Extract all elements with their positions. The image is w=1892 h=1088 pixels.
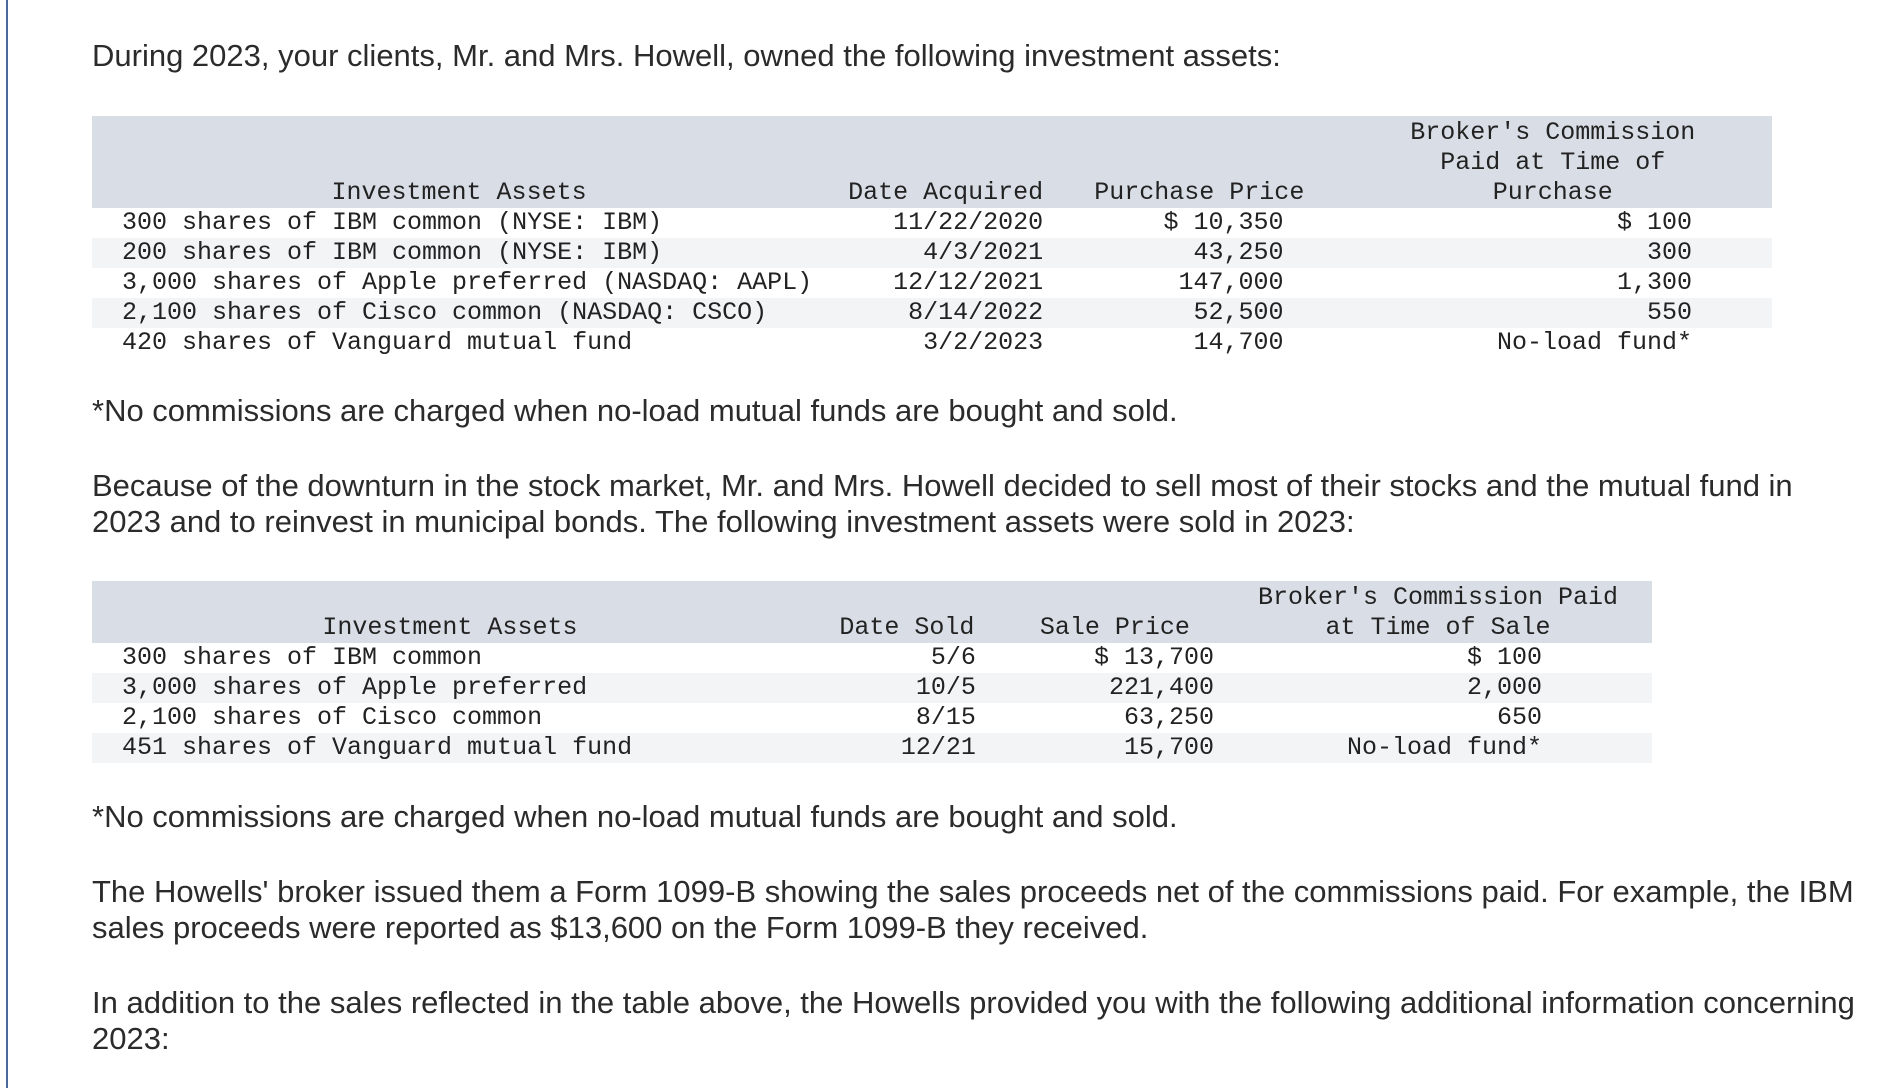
table-cell: 3,000 shares of Apple preferred — [92, 673, 808, 703]
sale-row — [92, 673, 1652, 703]
form-1099b-paragraph: The Howells' broker issued them a Form 1099-B showing the sales proceeds net of the commissions paid. For example, the IBM sales proceeds were reported as $13,600 on the Form 1099-B they received. — [92, 874, 1854, 945]
table-cell: 11/22/2020 — [893, 208, 1044, 237]
table-cell: 12/12/2021 — [893, 268, 1044, 297]
sale-row — [92, 733, 1652, 763]
table-cell: 300 — [1334, 238, 1773, 268]
sale-row — [92, 703, 1652, 733]
table-cell: 12/21 — [808, 733, 1006, 763]
purchases-table — [92, 116, 1772, 358]
table-cell: $ 100 — [1466, 643, 1542, 672]
table-cell: 52,500 — [1065, 298, 1333, 328]
table-cell: 8/15 — [915, 703, 976, 732]
purchase-row — [92, 298, 1772, 328]
table-cell: 200 shares of IBM common (NYSE: IBM) — [92, 238, 826, 268]
table-cell: 15,700 — [1006, 733, 1224, 763]
table-cell: 2,100 shares of Cisco common (NASDAQ: CSCO) — [92, 298, 826, 328]
header-investment-assets: Investment Assets — [92, 116, 826, 208]
header-purchase-commission: Broker's Commission Paid at Time of Purchase — [1334, 116, 1773, 208]
table-cell: No-load fund* — [1496, 328, 1692, 357]
table-cell: 10/5 — [808, 673, 1006, 703]
header-purchase-price: Purchase Price — [1065, 116, 1333, 208]
table-cell: 2,100 shares of Cisco common — [122, 703, 543, 732]
table-cell: 451 shares of Vanguard mutual fund — [92, 733, 808, 763]
table-cell: 650 — [1496, 703, 1542, 732]
table-cell: No-load fund* — [1224, 733, 1652, 763]
table-cell: 1,300 — [1616, 268, 1692, 297]
intro-paragraph: During 2023, your clients, Mr. and Mrs. Howell, owned the following investment assets: — [92, 38, 1281, 73]
purchase-row — [92, 208, 1772, 238]
note-1: *No commissions are charged when no-load mutual funds are bought and sold. — [92, 393, 1178, 428]
table-cell: 4/3/2021 — [826, 238, 1065, 268]
table-cell: 14,700 — [1193, 328, 1284, 357]
header-sale-price: Sale Price — [1006, 581, 1224, 643]
sale-row — [92, 643, 1652, 673]
header-investment-assets-sold: Investment Assets — [92, 581, 808, 643]
purchases-table-header — [92, 116, 1772, 208]
table-cell: 2,000 — [1224, 673, 1652, 703]
table-cell: 5/6 — [930, 643, 976, 672]
table-cell: $ 13,700 — [1093, 643, 1214, 672]
table-cell: 300 shares of IBM common — [122, 643, 483, 672]
table-cell: $ 100 — [1616, 208, 1692, 237]
sales-intro-paragraph: Because of the downturn in the stock market, Mr. and Mrs. Howell decided to sell most of their stocks and the mutual fund in 2023 and to reinvest in municipal bonds. The following investment assets were sold in 2023: — [92, 468, 1793, 539]
header-sale-commission: Broker's Commission Paid at Time of Sale — [1224, 581, 1652, 643]
additional-info-paragraph: In addition to the sales reflected in the table above, the Howells provided you with the following additional information concerning 2023: — [92, 985, 1855, 1056]
table-cell: 43,250 — [1065, 238, 1333, 268]
header-date-sold: Date Sold — [808, 581, 1006, 643]
table-cell: 3/2/2023 — [923, 328, 1044, 357]
sales-table-header — [92, 581, 1652, 643]
purchase-row — [92, 268, 1772, 298]
note-2: *No commissions are charged when no-load mutual funds are bought and sold. — [92, 799, 1178, 834]
table-cell: 550 — [1334, 298, 1773, 328]
table-cell: $ 10,350 — [1163, 208, 1284, 237]
table-cell: 63,250 — [1123, 703, 1214, 732]
table-cell: 8/14/2022 — [826, 298, 1065, 328]
sales-table — [92, 581, 1652, 763]
table-cell: 221,400 — [1006, 673, 1224, 703]
left-border-rule — [6, 0, 8, 1088]
purchase-row — [92, 328, 1772, 358]
header-date-acquired: Date Acquired — [826, 116, 1065, 208]
table-cell: 420 shares of Vanguard mutual fund — [122, 328, 633, 357]
purchase-row — [92, 238, 1772, 268]
table-cell: 300 shares of IBM common (NYSE: IBM) — [122, 208, 663, 237]
table-cell: 3,000 shares of Apple preferred (NASDAQ: AAPL) — [122, 268, 813, 297]
table-cell: 147,000 — [1178, 268, 1284, 297]
